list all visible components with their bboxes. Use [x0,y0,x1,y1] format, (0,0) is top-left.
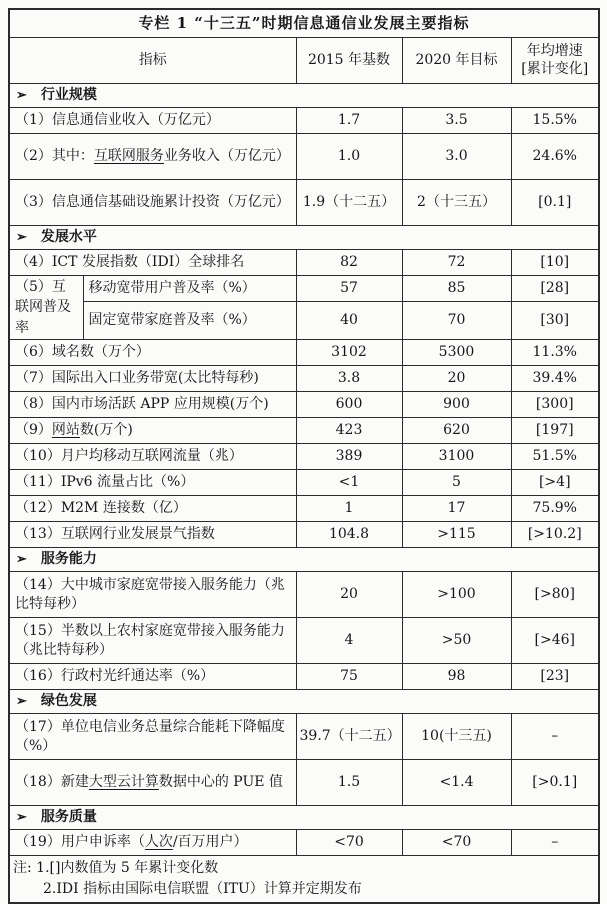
value-growth: [>0.1] [511,760,599,806]
row-label: （1）信息通信业收入（万亿元） [9,108,296,134]
col-header-growth-line2: [累计变化] [521,60,589,77]
table-row [9,618,599,664]
value-growth: [28] [511,276,599,302]
value-2015: 1.9（十二五） [296,180,402,226]
col-header-2015-base: 2015 年基数 [296,38,402,84]
table-row [9,340,599,366]
table-row [9,108,599,134]
value-2015: 75 [296,664,402,690]
column-header-row [9,38,599,84]
value-growth: [197] [511,418,599,444]
section-title: 发展水平 [40,229,97,246]
row-label: （6）域名数（万个） [9,340,296,366]
value-growth: [>10.2] [511,522,599,548]
section-arrow-icon: ➢ [16,810,27,826]
value-growth: [23] [511,664,599,690]
value-2015: 104.8 [296,522,402,548]
row-label: （14）大中城市家庭宽带接入服务能力（兆比特每秒） [9,572,296,618]
document-page [0,8,607,897]
section-row-development-level [9,226,599,250]
table-row [9,418,599,444]
value-2020: <1.4 [402,760,511,806]
value-2020: 17 [402,496,511,522]
row-sublabel: 移动宽带用户普及率（%） [83,276,296,302]
table-row [9,496,599,522]
value-growth: 24.6% [511,134,599,180]
col-header-indicator: 指标 [9,38,296,84]
section-arrow-icon: ➢ [16,552,27,568]
value-2015: 423 [296,418,402,444]
row-label: （15）半数以上农村家庭宽带接入服务能力（兆比特每秒） [9,618,296,664]
section-row-green-development [9,690,599,714]
row-label: （12）M2M 连接数（亿） [9,496,296,522]
value-2020: 5 [402,470,511,496]
table-row [9,302,599,340]
section-title: 服务能力 [40,551,97,568]
value-growth: [>46] [511,618,599,664]
value-2020: >100 [402,572,511,618]
table-title: 专栏 1 “十三五”时期信息通信业发展主要指标 [9,9,599,38]
value-growth: 75.9% [511,496,599,522]
value-2020: 72 [402,250,511,276]
table-title-row [9,9,599,38]
col-header-2020-target: 2020 年目标 [402,38,511,84]
value-2015: 3.8 [296,366,402,392]
value-growth: 15.5% [511,108,599,134]
table-row [9,830,599,856]
row-label: （16）行政村光纤通达率（%） [9,664,296,690]
table-row [9,714,599,760]
table-row [9,250,599,276]
col-header-growth-line1: 年均增速 [526,43,583,59]
section-arrow-icon: ➢ [16,88,27,104]
value-2020: 3.5 [402,108,511,134]
section-row-industry-scale [9,84,599,108]
value-growth: [30] [511,302,599,340]
value-2020: 5300 [402,340,511,366]
table-row [9,760,599,806]
row-label: （7）国际出入口业务带宽(太比特每秒) [9,366,296,392]
value-2020: 20 [402,366,511,392]
value-growth: – [511,830,599,856]
value-growth: [>4] [511,470,599,496]
value-2015: 600 [296,392,402,418]
value-2015: 20 [296,572,402,618]
value-growth: 51.5% [511,444,599,470]
row-label: （18）新建大型云计算数据中心的 PUE 值 [9,760,296,806]
row5-group-label: （5）互联网普及率 [9,276,83,340]
value-2015: 389 [296,444,402,470]
row-label: （11）IPv6 流量占比（%） [9,470,296,496]
notes-cell [9,856,599,904]
notes-row [9,856,599,904]
value-2020: 85 [402,276,511,302]
value-2015: 82 [296,250,402,276]
row-sublabel: 固定宽带家庭普及率（%） [83,302,296,340]
value-2015: <1 [296,470,402,496]
row-label: （4）ICT 发展指数（IDI）全球排名 [9,250,296,276]
table-row [9,392,599,418]
indicator-table [8,8,600,904]
row-label: （3）信息通信基础设施累计投资（万亿元） [9,180,296,226]
value-2015: 1.5 [296,760,402,806]
value-2020: >50 [402,618,511,664]
value-growth: 11.3% [511,340,599,366]
value-2015: 40 [296,302,402,340]
table-row [9,522,599,548]
value-2020: 3100 [402,444,511,470]
row-label: （17）单位电信业务总量综合能耗下降幅度（%） [9,714,296,760]
value-2020: 98 [402,664,511,690]
value-growth: [300] [511,392,599,418]
value-2020: 620 [402,418,511,444]
value-growth: [0.1] [511,180,599,226]
value-growth: [10] [511,250,599,276]
row-label: （8）国内市场活跃 APP 应用规模(万个) [9,392,296,418]
value-2015: 1.7 [296,108,402,134]
row-label: （13）互联网行业发展景气指数 [9,522,296,548]
row-label: （9）网站数(万个) [9,418,296,444]
note-prefix: 注: [13,860,37,876]
value-growth: [>80] [511,572,599,618]
value-2015: 39.7（十二五） [296,714,402,760]
value-2015: 57 [296,276,402,302]
value-2015: 1.0 [296,134,402,180]
note-line-1: 注: 1.[]内数值为 5 年累计变化数 [13,860,219,876]
value-2015: 3102 [296,340,402,366]
value-2015: <70 [296,830,402,856]
table-row [9,572,599,618]
value-2015: 4 [296,618,402,664]
table-row [9,664,599,690]
row-label: （19）用户申诉率（人次/百万用户） [9,830,296,856]
section-arrow-icon: ➢ [16,694,27,710]
value-2020: >115 [402,522,511,548]
section-title: 绿色发展 [40,693,97,710]
section-title: 服务质量 [40,809,97,826]
section-row-service-quality [9,806,599,830]
row-label: （2）其中：互联网服务业务收入（万亿元） [9,134,296,180]
value-growth: – [511,714,599,760]
table-row [9,470,599,496]
section-arrow-icon: ➢ [16,230,27,246]
value-2020: 70 [402,302,511,340]
section-row-service-capability [9,548,599,572]
table-row [9,180,599,226]
value-2020: 2（十三五） [402,180,511,226]
value-growth: 39.4% [511,366,599,392]
table-row [9,134,599,180]
section-title: 行业规模 [40,87,97,104]
value-2020: <70 [402,830,511,856]
col-header-growth [511,38,599,84]
value-2020: 900 [402,392,511,418]
table-row [9,276,599,302]
row-label: （10）月户均移动互联网流量（兆） [9,444,296,470]
note-line-2: 2.IDI 指标由国际电信联盟（ITU）计算并定期发布 [43,881,362,897]
value-2015: 1 [296,496,402,522]
table-row [9,366,599,392]
value-2020: 10(十三五) [402,714,511,760]
table-row [9,444,599,470]
value-2020: 3.0 [402,134,511,180]
